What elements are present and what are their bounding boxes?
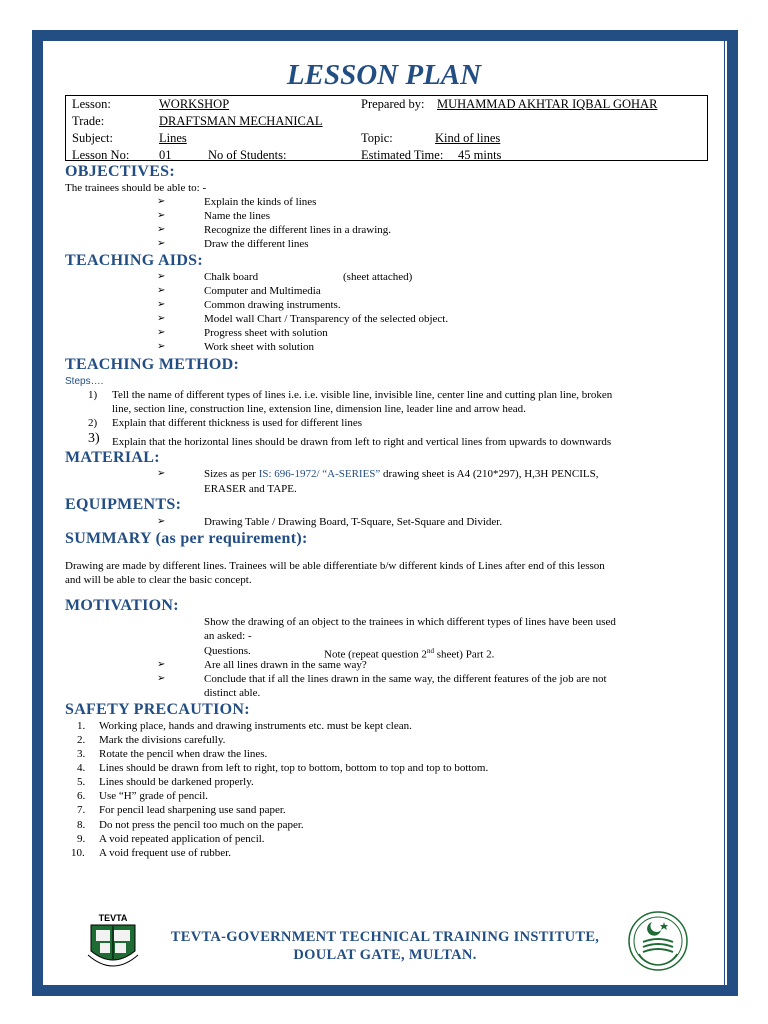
safety-number: 10. <box>71 847 85 859</box>
step-text: Explain that different thickness is used for different lines <box>112 417 363 429</box>
arrow-bullet-icon: ➢ <box>157 341 166 352</box>
motivation-bullet-cont: distinct able. <box>204 687 261 699</box>
trade-label: Trade: <box>72 114 105 128</box>
objective-item: Explain the kinds of lines <box>204 196 317 208</box>
questions-label: Questions. <box>204 645 251 657</box>
safety-item: A void repeated application of pencil. <box>99 833 265 845</box>
arrow-bullet-icon: ➢ <box>157 299 166 310</box>
arrow-bullet-icon: ➢ <box>157 313 166 324</box>
lesson-label: Lesson: <box>72 97 111 111</box>
motivation-bullet: Are all lines drawn in the same way? <box>204 659 367 671</box>
arrow-bullet-icon: ➢ <box>157 285 166 296</box>
arrow-bullet-icon: ➢ <box>157 468 166 479</box>
step-text: Tell the name of different types of lines i.e. i.e. visible line, invisible line, center line and cutting plan line, broken <box>112 389 613 401</box>
arrow-bullet-icon: ➢ <box>157 196 166 207</box>
institute-address: DOULAT GATE, MULTAN. <box>293 947 477 963</box>
aid-item: Model wall Chart / Transparency of the selected object. <box>204 313 449 325</box>
safety-item: Rotate the pencil when draw the lines. <box>99 748 268 760</box>
arrow-bullet-icon: ➢ <box>157 224 166 235</box>
equipments-heading: EQUIPMENTS: <box>65 496 182 513</box>
safety-item: Use “H” grade of pencil. <box>99 790 209 802</box>
teaching-aids-heading: TEACHING AIDS: <box>65 252 204 269</box>
material-heading: MATERIAL: <box>65 449 160 466</box>
prepared-label: Prepared by: <box>361 97 425 111</box>
safety-item: For pencil lead sharpening use sand paper. <box>99 804 286 816</box>
summary-heading: SUMMARY (as per requirement): <box>65 530 308 547</box>
arrow-bullet-icon: ➢ <box>157 238 166 249</box>
teaching-method-heading: TEACHING METHOD: <box>65 356 240 373</box>
safety-heading: SAFETY PRECAUTION: <box>65 701 250 718</box>
standard-reference: IS: 696-1972/ “A-SERIES” <box>258 468 381 480</box>
step-number: 2) <box>88 417 98 429</box>
topic-label: Topic: <box>361 131 393 145</box>
questions-note: Note (repeat question 2nd sheet) Part 2. <box>324 647 495 661</box>
aid-item: Work sheet with solution <box>204 341 315 353</box>
arrow-bullet-icon: ➢ <box>157 516 166 527</box>
safety-number: 9. <box>77 833 86 845</box>
time-label: Estimated Time: <box>361 148 444 162</box>
aid-item: Progress sheet with solution <box>204 327 328 339</box>
safety-number: 2. <box>77 734 86 746</box>
motivation-text-cont: an asked: - <box>204 630 252 642</box>
punjab-emblem <box>625 910 691 972</box>
safety-number: 3. <box>77 748 86 760</box>
objectives-intro: The trainees should be able to: - <box>65 182 207 194</box>
arrow-bullet-icon: ➢ <box>157 673 166 684</box>
step-text: Explain that the horizontal lines should be drawn from left to right and vertical lines from upwards to downwards <box>112 436 612 448</box>
motivation-text: Show the drawing of an object to the trainees in which different types of lines have been used <box>204 616 616 628</box>
objective-item: Name the lines <box>204 210 270 222</box>
step-number: 1) <box>88 389 98 401</box>
safety-number: 5. <box>77 776 86 788</box>
arrow-bullet-icon: ➢ <box>157 210 166 221</box>
page-title: LESSON PLAN <box>286 59 482 91</box>
safety-item: Lines should be darkened properly. <box>99 776 254 788</box>
tevta-logo <box>80 911 146 973</box>
topic-value: Kind of lines <box>435 131 501 145</box>
step-text-cont: line, section line, construction line, extension line, dimension line, leader line and arrow head. <box>112 403 526 415</box>
arrow-bullet-icon: ➢ <box>157 659 166 670</box>
aid-item: Chalk board <box>204 271 259 283</box>
arrow-bullet-icon: ➢ <box>157 271 166 282</box>
safety-item: A void frequent use of rubber. <box>99 847 231 859</box>
motivation-bullet: Conclude that if all the lines drawn in the same way, the different features of the job are not <box>204 673 607 685</box>
lesson-info-box <box>65 95 708 161</box>
motivation-heading: MOTIVATION: <box>65 597 179 614</box>
subject-label: Subject: <box>72 131 113 145</box>
steps-label: Steps…. <box>65 376 104 387</box>
objective-item: Recognize the different lines in a drawing. <box>204 224 392 236</box>
safety-item: Do not press the pencil too much on the paper. <box>99 819 304 831</box>
summary-text: Drawing are made by different lines. Trainees will be able differentiate b/w different kinds of Lines after end of this lesson <box>65 560 605 572</box>
aid-item: Computer and Multimedia <box>204 285 321 297</box>
time-value: 45 mints <box>458 148 502 162</box>
lesson-no-value: 01 <box>159 148 172 162</box>
safety-number: 7. <box>77 804 86 816</box>
safety-item: Working place, hands and drawing instruments etc. must be kept clean. <box>99 720 412 732</box>
aid-item: Common drawing instruments. <box>204 299 341 311</box>
institute-name: TEVTA-GOVERNMENT TECHNICAL TRAINING INSTITUTE, <box>170 929 600 945</box>
safety-item: Mark the divisions carefully. <box>99 734 226 746</box>
trade-value: DRAFTSMAN MECHANICAL <box>159 114 323 128</box>
equipment-item: Drawing Table / Drawing Board, T-Square, Set-Square and Divider. <box>204 516 503 528</box>
summary-text-cont: and will be able to clear the basic concept. <box>65 574 252 586</box>
safety-number: 1. <box>77 720 86 732</box>
safety-number: 8. <box>77 819 86 831</box>
arrow-bullet-icon: ➢ <box>157 327 166 338</box>
lesson-value: WORKSHOP <box>159 97 230 111</box>
safety-item: Lines should be drawn from left to right, top to bottom, bottom to top and top to bottom. <box>99 762 489 774</box>
material-item-cont: ERASER and TAPE. <box>204 483 297 495</box>
objectives-heading: OBJECTIVES: <box>65 163 175 180</box>
material-item: Sizes as per IS: 696-1972/ “A-SERIES” drawing sheet is A4 (210*297), H,3H PENCILS, <box>204 468 599 480</box>
prepared-value: MUHAMMAD AKHTAR IQBAL GOHAR <box>437 97 658 111</box>
chalk-board-note: (sheet attached) <box>343 271 413 283</box>
subject-value: Lines <box>159 131 187 145</box>
lesson-no-label: Lesson No: <box>72 148 130 162</box>
safety-number: 4. <box>77 762 86 774</box>
objective-item: Draw the different lines <box>204 238 309 250</box>
tevta-logo-text: TEVTA <box>98 913 128 923</box>
step-number: 3) <box>88 431 100 446</box>
safety-number: 6. <box>77 790 86 802</box>
students-label: No of Students: <box>208 148 287 162</box>
